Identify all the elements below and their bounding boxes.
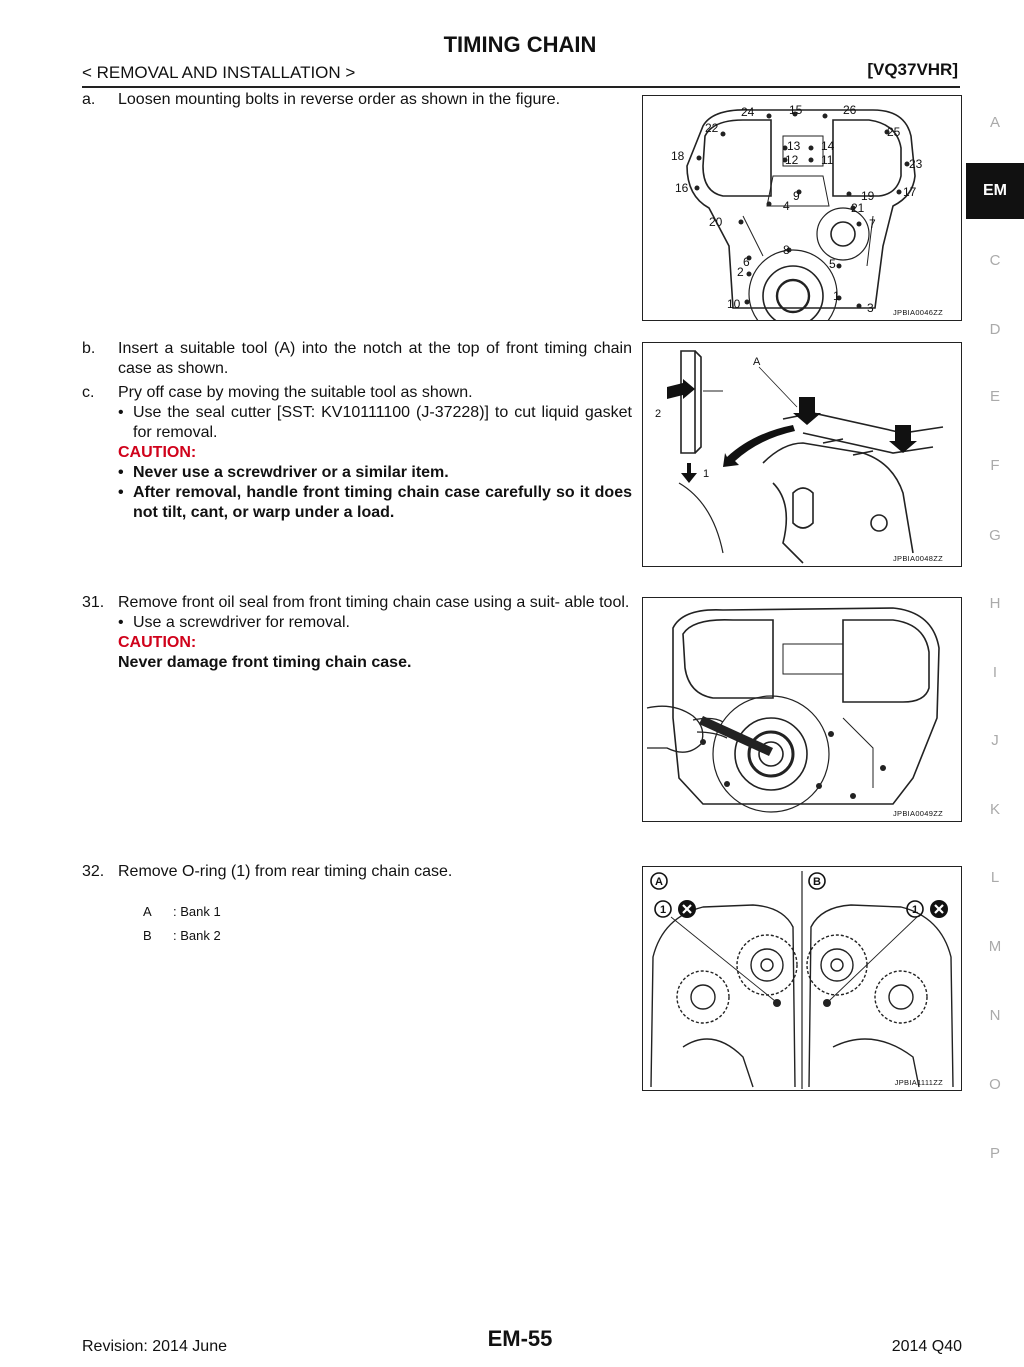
bolt-label: 16 bbox=[675, 181, 689, 195]
revision-date: Revision: 2014 June bbox=[82, 1338, 227, 1355]
bank-label-a: A bbox=[655, 876, 663, 888]
bolt-label: 17 bbox=[903, 185, 917, 199]
vehicle-model: 2014 Q40 bbox=[891, 1338, 962, 1355]
bullet-dot: • bbox=[118, 484, 124, 501]
callout-label: 1 bbox=[703, 468, 710, 480]
tab-l[interactable]: L bbox=[990, 869, 1000, 886]
bullet-dot: • bbox=[118, 614, 124, 631]
bolt-label: 20 bbox=[709, 215, 723, 229]
bolt-label: 9 bbox=[793, 189, 800, 203]
step-31-label: 31. bbox=[82, 594, 105, 611]
bolt-label: 4 bbox=[783, 199, 790, 213]
figure-code: JPBIA0048ZZ bbox=[893, 554, 943, 563]
bolt-label: 19 bbox=[861, 189, 875, 203]
legend-row: B : Bank 2 bbox=[143, 928, 221, 943]
engine-model: [VQ37VHR] bbox=[867, 60, 958, 79]
bullet-dot: • bbox=[118, 464, 124, 481]
bolt-order-drawing bbox=[643, 96, 961, 320]
callout-label: A bbox=[753, 356, 761, 368]
tab-c[interactable]: C bbox=[989, 252, 1001, 269]
step-b-label: b. bbox=[82, 340, 96, 357]
part-label: 1 bbox=[911, 904, 919, 916]
page-number: EM-55 bbox=[487, 1326, 553, 1351]
page-title: TIMING CHAIN bbox=[443, 32, 597, 57]
figure-pry-case bbox=[642, 342, 962, 567]
bolt-label: 14 bbox=[821, 139, 835, 153]
bolt-label: 2 bbox=[737, 265, 744, 279]
step-a-label: a. bbox=[82, 91, 96, 108]
step-31 bbox=[82, 593, 632, 673]
step-32 bbox=[82, 862, 632, 882]
steps-b-c bbox=[82, 339, 632, 523]
tab-a[interactable]: A bbox=[989, 114, 1000, 131]
bolt-label: 26 bbox=[843, 103, 857, 117]
tab-h[interactable]: H bbox=[989, 595, 1001, 612]
tab-n[interactable]: N bbox=[989, 1007, 1001, 1024]
bolt-label: 13 bbox=[787, 139, 801, 153]
step-32-label: 32. bbox=[82, 863, 105, 880]
bolt-label: 25 bbox=[887, 125, 901, 139]
bolt-label: 5 bbox=[829, 257, 836, 271]
step-c-bullet: Use the seal cutter [SST: KV10111100 (J-37228)] to cut liquid gasket for removal. bbox=[133, 404, 632, 441]
bolt-label: 23 bbox=[909, 157, 923, 171]
step-a bbox=[82, 90, 632, 110]
bolt-label: 18 bbox=[671, 149, 685, 163]
pry-case-drawing bbox=[643, 343, 961, 566]
step-c-caution-2: After removal, handle front timing chain case carefully so it does not tilt, cant, or warp under a load. bbox=[133, 484, 632, 521]
oil-seal-drawing bbox=[643, 598, 961, 821]
bolt-label: 1 bbox=[833, 289, 840, 303]
tab-i[interactable]: I bbox=[992, 664, 998, 681]
o-ring-drawing bbox=[643, 867, 961, 1090]
part-label: 1 bbox=[659, 904, 667, 916]
bolt-label: 6 bbox=[743, 255, 750, 269]
bolt-label: 12 bbox=[785, 153, 799, 167]
bolt-label: 24 bbox=[741, 105, 755, 119]
tab-e[interactable]: E bbox=[989, 388, 1000, 405]
tab-p[interactable]: P bbox=[989, 1145, 1000, 1162]
tab-g[interactable]: G bbox=[989, 527, 1001, 544]
bolt-label: 3 bbox=[867, 301, 874, 315]
figure-oil-seal bbox=[642, 597, 962, 822]
bolt-label: 21 bbox=[851, 201, 865, 215]
caution-label: CAUTION: bbox=[118, 634, 197, 651]
step-c-caution-1: Never use a screwdriver or a similar item. bbox=[133, 464, 449, 481]
bullet-dot: • bbox=[118, 404, 124, 421]
tab-d[interactable]: D bbox=[989, 321, 1001, 338]
bank-label-b: B bbox=[813, 876, 821, 888]
legend-row: A : Bank 1 bbox=[143, 904, 221, 919]
step-31-bullet: Use a screwdriver for removal. bbox=[133, 614, 350, 631]
figure-o-ring bbox=[642, 866, 962, 1091]
header-rule bbox=[82, 86, 960, 88]
tab-em[interactable]: EM bbox=[966, 163, 1024, 219]
figure-code: JPBIA0049ZZ bbox=[893, 809, 943, 818]
step-32-text: Remove O-ring (1) from rear timing chain case. bbox=[118, 863, 453, 880]
callout-label: 2 bbox=[655, 408, 662, 420]
figure-code: JPBIA1111ZZ bbox=[894, 1078, 943, 1087]
tab-f[interactable]: F bbox=[990, 457, 1000, 474]
figure-bolt-order bbox=[642, 95, 962, 321]
figure-legend bbox=[143, 900, 221, 948]
step-31-caution-text: Never damage front timing chain case. bbox=[118, 654, 412, 671]
bolt-label: 11 bbox=[821, 153, 834, 167]
bolt-label: 10 bbox=[727, 297, 741, 311]
figure-code: JPBIA0046ZZ bbox=[893, 308, 943, 317]
bolt-label: 8 bbox=[783, 243, 790, 257]
bolt-label: 15 bbox=[789, 103, 803, 117]
caution-label: CAUTION: bbox=[118, 444, 197, 461]
step-a-text: Loosen mounting bolts in reverse order as shown in the figure. bbox=[118, 91, 561, 108]
tab-m[interactable]: M bbox=[988, 938, 1002, 955]
tab-j[interactable]: J bbox=[991, 732, 999, 749]
step-c-label: c. bbox=[82, 384, 95, 401]
bolt-label: 22 bbox=[705, 121, 719, 135]
step-c-text: Pry off case by moving the suitable tool as shown. bbox=[118, 384, 473, 401]
section-heading: < REMOVAL AND INSTALLATION > bbox=[82, 63, 356, 82]
step-b-text: Insert a suitable tool (A) into the notch at the top of front timing chain case as shown. bbox=[118, 340, 632, 377]
step-31-text: Remove front oil seal from front timing chain case using a suit- able tool. bbox=[118, 594, 630, 611]
tab-o[interactable]: O bbox=[989, 1076, 1001, 1093]
bolt-label: 7 bbox=[869, 217, 876, 231]
tab-k[interactable]: K bbox=[989, 801, 1000, 818]
